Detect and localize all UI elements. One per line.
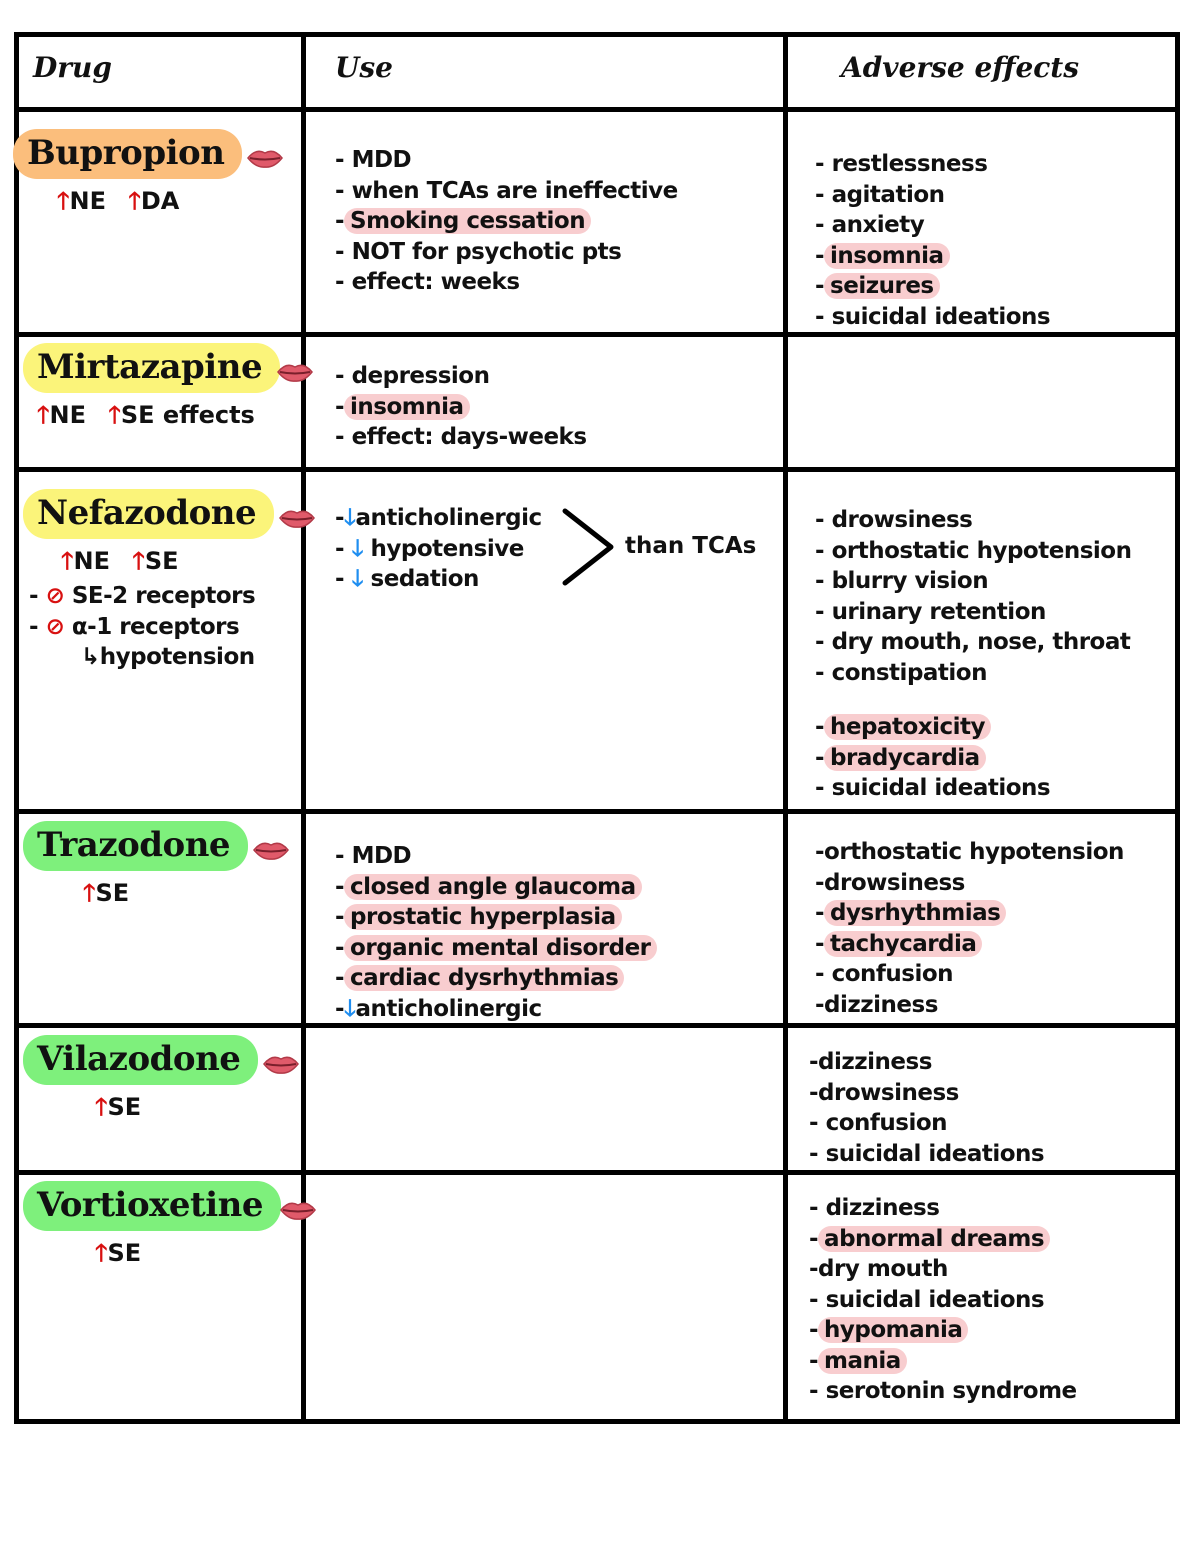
- list-item: - dizziness: [809, 1195, 940, 1221]
- list-item: - closed angle glaucoma: [335, 872, 657, 903]
- up-arrow-icon: 🡑: [95, 1093, 108, 1121]
- list-item: - urinary retention: [815, 598, 1046, 625]
- adverse-cell-bupropion: [815, 149, 1050, 332]
- column-divider: [783, 37, 788, 1419]
- up-arrow-icon: 🡑: [132, 547, 145, 575]
- lips-icon: [278, 507, 316, 533]
- list-item: ↳hypotension: [81, 644, 255, 670]
- list-item: -dry mouth: [809, 1256, 948, 1282]
- drug-cell-trazodone: [23, 821, 290, 909]
- use-note: than TCAs: [625, 533, 757, 559]
- list-item: - hepatoxicity: [815, 712, 1131, 743]
- list-item: - Smoking cessation: [335, 206, 678, 237]
- up-arrow-icon: 🡑: [37, 401, 50, 429]
- list-item: - constipation: [815, 659, 987, 686]
- lips-icon: [246, 147, 284, 173]
- list-item: -drowsiness: [815, 869, 965, 896]
- list-item: - blurry vision: [815, 568, 989, 594]
- row-divider: [19, 467, 1175, 472]
- down-arrow-icon: 🡓: [344, 505, 356, 531]
- no-sign-icon: ⊘: [45, 583, 65, 609]
- list-item: -drowsiness: [809, 1079, 959, 1106]
- list-item: - MDD: [335, 147, 412, 173]
- list-item: - drowsiness: [815, 507, 973, 533]
- list-item: - mania: [809, 1346, 1077, 1377]
- mechanism: 🡑NE 🡑SE: [61, 547, 179, 575]
- lips-icon: [279, 1199, 317, 1225]
- list-item: - insomnia: [815, 241, 1050, 272]
- drug-cell-bupropion: [13, 129, 284, 217]
- down-arrow-icon: 🡓: [351, 535, 364, 562]
- up-arrow-icon: 🡑: [61, 547, 74, 575]
- drug-name: Nefazodone: [23, 489, 274, 539]
- header-use: Use: [335, 51, 393, 84]
- list-item: -dizziness: [809, 1049, 932, 1075]
- use-cell-bupropion: [335, 145, 678, 298]
- list-item: -🡓anticholinergic: [335, 995, 542, 1022]
- adverse-cell-vilazodone: [809, 1047, 1044, 1169]
- mechanism: 🡑SE: [83, 879, 130, 907]
- adverse-cell-vortioxetine: [809, 1193, 1077, 1407]
- list-item: - seizures: [815, 271, 1050, 302]
- list-item: - prostatic hyperplasia: [335, 902, 657, 933]
- list-item: - tachycardia: [815, 929, 1124, 960]
- list-item: - anxiety: [815, 212, 925, 238]
- use-cell-mirtazapine: [335, 361, 587, 453]
- adverse-cell-trazodone: [815, 837, 1124, 1020]
- use-cell-trazodone: [335, 841, 657, 1024]
- header-adverse-effects: Adverse effects: [841, 51, 1079, 84]
- list-item: - restlessness: [815, 151, 988, 177]
- row-divider: [19, 1170, 1175, 1175]
- header-drug: Drug: [33, 51, 112, 84]
- lips-icon: [262, 1053, 300, 1079]
- list-item: - suicidal ideations: [815, 303, 1051, 330]
- list-item: - suicidal ideations: [815, 775, 1051, 801]
- list-item: - ⊘ SE-2 receptors: [29, 583, 256, 609]
- list-item: -orthostatic hypotension: [815, 839, 1124, 865]
- drug-cell-nefazodone: [23, 489, 316, 673]
- use-cell-nefazodone: [335, 503, 775, 595]
- list-item: -🡓anticholinergic: [335, 505, 542, 531]
- up-arrow-icon: 🡑: [95, 1239, 108, 1267]
- list-item: - depression: [335, 363, 490, 389]
- drug-name: Trazodone: [23, 821, 248, 871]
- up-arrow-icon: 🡑: [83, 879, 96, 907]
- list-item: - organic mental disorder: [335, 933, 657, 964]
- list-item: - effect: days-weeks: [335, 424, 587, 450]
- list-item: - agitation: [815, 181, 945, 208]
- list-item: - cardiac dysrhythmias: [335, 963, 657, 994]
- drug-name: Vilazodone: [23, 1035, 258, 1085]
- list-item: - ⊘ α-1 receptors: [29, 613, 240, 640]
- list-item: - bradycardia: [815, 743, 1131, 774]
- lips-icon: [252, 839, 290, 865]
- list-item: - when TCAs are ineffective: [335, 177, 678, 204]
- drug-name: Vortioxetine: [23, 1181, 281, 1231]
- drug-name: Mirtazapine: [23, 343, 280, 393]
- up-arrow-icon: 🡑: [108, 401, 121, 429]
- up-arrow-icon: 🡑: [128, 187, 141, 215]
- row-divider: [19, 332, 1175, 337]
- list-item: - dry mouth, nose, throat: [815, 629, 1131, 655]
- list-item: - confusion: [815, 961, 954, 987]
- list-item: - confusion: [809, 1110, 948, 1136]
- adverse-cell-nefazodone: [815, 505, 1131, 804]
- mechanism: 🡑SE: [95, 1093, 142, 1121]
- drug-name: Bupropion: [13, 129, 242, 179]
- no-sign-icon: ⊘: [45, 613, 65, 640]
- row-divider: [19, 809, 1175, 814]
- drug-cell-vilazodone: [23, 1035, 300, 1123]
- list-item: - suicidal ideations: [809, 1140, 1045, 1167]
- list-item: - 🡓 sedation: [335, 566, 479, 592]
- list-item: - effect: weeks: [335, 269, 520, 295]
- list-item: - abnormal dreams: [809, 1224, 1077, 1255]
- row-divider: [19, 107, 1175, 112]
- list-item: - orthostatic hypotension: [815, 537, 1132, 564]
- down-arrow-icon: 🡓: [344, 995, 356, 1022]
- drug-table: [14, 32, 1180, 1424]
- list-item: - dysrhythmias: [815, 898, 1124, 929]
- drug-cell-vortioxetine: [23, 1181, 317, 1269]
- mechanism: 🡑NE 🡑DA: [57, 187, 180, 215]
- lips-icon: [276, 361, 314, 387]
- up-arrow-icon: 🡑: [57, 187, 70, 215]
- list-item: - NOT for psychotic pts: [335, 238, 622, 265]
- list-item: -dizziness: [815, 991, 938, 1018]
- brace-icon: [561, 507, 621, 587]
- list-item: - suicidal ideations: [809, 1286, 1045, 1313]
- list-item: - insomnia: [335, 392, 587, 423]
- drug-cell-mirtazapine: [23, 343, 314, 431]
- list-item: - hypomania: [809, 1315, 1077, 1346]
- down-arrow-icon: 🡓: [351, 566, 364, 592]
- list-item: - 🡓 hypotensive: [335, 535, 524, 562]
- mechanism: 🡑SE: [95, 1239, 142, 1267]
- mechanism: 🡑NE 🡑SE effects: [37, 401, 255, 429]
- list-item: - serotonin syndrome: [809, 1378, 1077, 1404]
- list-item: - MDD: [335, 843, 412, 869]
